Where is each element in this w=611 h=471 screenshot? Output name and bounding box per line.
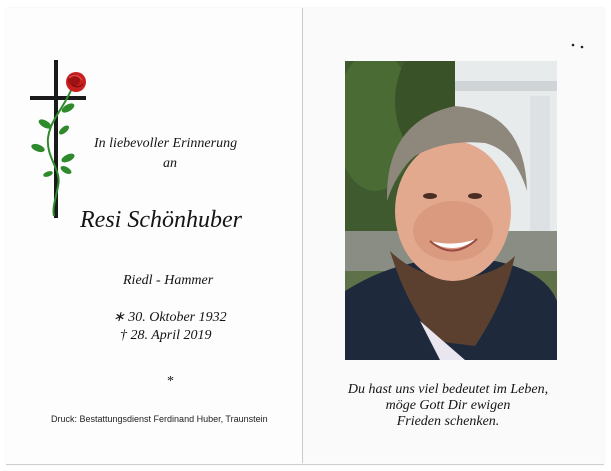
- death-date: † 28. April 2019: [120, 328, 212, 343]
- farewell-quote: [318, 382, 578, 430]
- deceased-name: Resi Schönhuber: [80, 207, 242, 233]
- quote-line2: möge Gott Dir ewigen: [385, 398, 511, 413]
- quote-line3: Frieden schenken.: [396, 414, 500, 429]
- portrait-photo: [345, 61, 557, 360]
- memory-heading-line1: In liebevoller Erinnerung: [94, 136, 238, 151]
- memory-heading-line2: an: [163, 156, 177, 171]
- printer-credit: Druck: Bestattungsdienst Ferdinand Huber, Traunstein: [51, 414, 268, 424]
- quote-line1: Du hast uns viel bedeutet im Leben,: [347, 382, 549, 397]
- birth-date: ∗ 30. Oktober 1932: [113, 310, 227, 325]
- fold-marks-icon: [570, 42, 590, 52]
- cross-with-rose-icon: [28, 58, 92, 220]
- asterisk-divider: *: [167, 374, 174, 389]
- place-name: Riedl - Hammer: [123, 273, 214, 288]
